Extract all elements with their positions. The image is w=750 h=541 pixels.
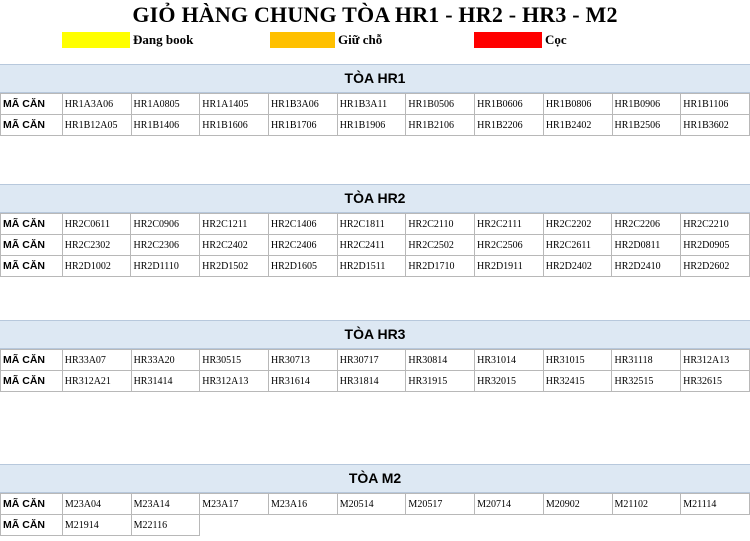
unit-code-cell: HR31414 — [131, 371, 200, 392]
row-label: MÃ CĂN — [1, 214, 63, 235]
unit-code-cell: HR2C2506 — [475, 235, 544, 256]
unit-code-cell: HR312A13 — [200, 371, 269, 392]
section-header: TÒA HR2 — [0, 184, 750, 213]
unit-code-cell: HR30717 — [337, 350, 406, 371]
legend-label: Đang book — [133, 32, 194, 47]
unit-code-cell: HR1B1906 — [337, 115, 406, 136]
unit-code-cell: HR312A13 — [681, 350, 750, 371]
unit-code-cell: HR33A07 — [62, 350, 131, 371]
section-header: TÒA HR3 — [0, 320, 750, 349]
unit-code-cell: HR1B3602 — [681, 115, 750, 136]
unit-code-cell: HR2C2402 — [200, 235, 269, 256]
unit-code-cell: HR2C2611 — [543, 235, 612, 256]
unit-code-cell: M23A04 — [62, 494, 131, 515]
unit-code-cell: HR2C0611 — [62, 214, 131, 235]
unit-code-cell: M23A17 — [200, 494, 269, 515]
unit-code-cell: HR1B3A06 — [268, 94, 337, 115]
unit-code-cell: HR2C1811 — [337, 214, 406, 235]
unit-code-cell: M21114 — [681, 494, 750, 515]
unit-code-cell: HR2C2406 — [268, 235, 337, 256]
unit-code-cell: HR1B2206 — [475, 115, 544, 136]
unit-code-cell: HR1B0606 — [475, 94, 544, 115]
unit-code-cell: HR2C2411 — [337, 235, 406, 256]
section-tòa-hr2 — [0, 184, 750, 277]
unit-code-cell: HR1B0806 — [543, 94, 612, 115]
section-tòa-m2 — [0, 464, 750, 536]
row-label: MÃ CĂN — [1, 371, 63, 392]
unit-code-cell: HR30713 — [269, 350, 338, 371]
unit-code-cell: HR2D1911 — [475, 256, 544, 277]
unit-code-cell: HR2C2302 — [62, 235, 131, 256]
unit-code-cell: HR32515 — [612, 371, 681, 392]
unit-code-cell: HR33A20 — [131, 350, 200, 371]
unit-code-cell: HR30814 — [406, 350, 475, 371]
unit-code-cell: M20514 — [337, 494, 406, 515]
unit-code-cell: HR1A3A06 — [62, 94, 131, 115]
row-label: MÃ CĂN — [1, 515, 63, 536]
unit-code-cell: HR2D0905 — [681, 235, 750, 256]
unit-code-cell: HR2D1511 — [337, 256, 406, 277]
unit-code-cell: HR31118 — [612, 350, 681, 371]
unit-code-cell: HR2C2110 — [406, 214, 475, 235]
unit-code-cell: M23A14 — [131, 494, 200, 515]
unit-code-cell: HR1B2506 — [612, 115, 681, 136]
unit-code-cell: HR1B2106 — [406, 115, 475, 136]
unit-code-cell: HR2D1002 — [62, 256, 131, 277]
section-tòa-hr3 — [0, 320, 750, 392]
unit-code-cell: HR2C2111 — [475, 214, 544, 235]
table-row — [1, 214, 750, 235]
unit-code-cell: HR1B2402 — [543, 115, 612, 136]
unit-code-cell: HR31015 — [543, 350, 612, 371]
legend-swatch — [474, 32, 542, 48]
unit-code-cell: HR1B1606 — [200, 115, 269, 136]
table-row — [1, 115, 750, 136]
legend-swatch — [62, 32, 130, 48]
table-row — [1, 515, 750, 536]
unit-code-cell: HR32615 — [681, 371, 750, 392]
section-tòa-hr1 — [0, 64, 750, 136]
row-label: MÃ CĂN — [1, 235, 63, 256]
unit-code-table — [0, 493, 750, 536]
table-row — [1, 371, 750, 392]
unit-code-cell: HR1A0805 — [131, 94, 200, 115]
unit-code-cell: HR1B1706 — [268, 115, 337, 136]
unit-code-cell: M22116 — [131, 515, 200, 536]
unit-code-cell: M21914 — [62, 515, 131, 536]
unit-code-cell: HR2D2602 — [681, 256, 750, 277]
unit-code-cell: HR1B0906 — [612, 94, 681, 115]
row-label: MÃ CĂN — [1, 94, 63, 115]
unit-code-cell: HR2C1406 — [268, 214, 337, 235]
unit-code-cell: HR2C2210 — [681, 214, 750, 235]
unit-code-cell: HR1B0506 — [406, 94, 475, 115]
unit-code-cell: HR2C2306 — [131, 235, 200, 256]
unit-code-cell: HR30515 — [200, 350, 269, 371]
unit-code-cell: HR31814 — [337, 371, 406, 392]
unit-code-cell: HR32015 — [475, 371, 544, 392]
unit-code-cell: HR2D1110 — [131, 256, 200, 277]
unit-code-cell: HR2C2206 — [612, 214, 681, 235]
row-label: MÃ CĂN — [1, 350, 63, 371]
unit-code-cell: HR1B12A05 — [62, 115, 131, 136]
row-label: MÃ CĂN — [1, 494, 63, 515]
page-title: GIỎ HÀNG CHUNG TÒA HR1 - HR2 - HR3 - M2 — [132, 2, 618, 27]
unit-code-cell: HR2D0811 — [612, 235, 681, 256]
unit-code-cell: HR2C0906 — [131, 214, 200, 235]
unit-code-table — [0, 93, 750, 136]
row-label: MÃ CĂN — [1, 115, 63, 136]
unit-code-cell: HR32415 — [543, 371, 612, 392]
table-row — [1, 235, 750, 256]
unit-code-cell: HR31915 — [406, 371, 475, 392]
unit-code-cell: HR2C1211 — [200, 214, 269, 235]
unit-code-cell: HR31614 — [269, 371, 338, 392]
unit-code-cell: HR2C2502 — [406, 235, 475, 256]
unit-code-table — [0, 349, 750, 392]
legend-label: Giữ chỗ — [338, 32, 383, 47]
unit-code-cell: M23A16 — [269, 494, 338, 515]
unit-code-cell: HR1B1106 — [681, 94, 750, 115]
unit-code-cell: HR2C2202 — [543, 214, 612, 235]
unit-code-table — [0, 213, 750, 277]
unit-code-cell: HR2D1502 — [200, 256, 269, 277]
unit-code-cell: HR2D1710 — [406, 256, 475, 277]
unit-code-cell: M20714 — [475, 494, 544, 515]
unit-code-cell: HR2D2410 — [612, 256, 681, 277]
row-label: MÃ CĂN — [1, 256, 63, 277]
unit-code-cell: HR1B3A11 — [337, 94, 406, 115]
section-header: TÒA HR1 — [0, 64, 750, 93]
section-header: TÒA M2 — [0, 464, 750, 493]
legend-swatch — [270, 32, 335, 48]
table-row — [1, 494, 750, 515]
table-row — [1, 256, 750, 277]
table-row — [1, 350, 750, 371]
unit-code-cell: HR31014 — [475, 350, 544, 371]
unit-code-cell: HR2D1605 — [268, 256, 337, 277]
unit-code-cell: HR2D2402 — [543, 256, 612, 277]
unit-code-cell: HR312A21 — [62, 371, 131, 392]
unit-code-cell: M20902 — [543, 494, 612, 515]
unit-code-cell: HR1A1405 — [200, 94, 269, 115]
legend-label: Cọc — [545, 32, 567, 47]
unit-code-cell: M21102 — [612, 494, 681, 515]
unit-code-cell: M20517 — [406, 494, 475, 515]
table-row — [1, 94, 750, 115]
unit-code-cell: HR1B1406 — [131, 115, 200, 136]
